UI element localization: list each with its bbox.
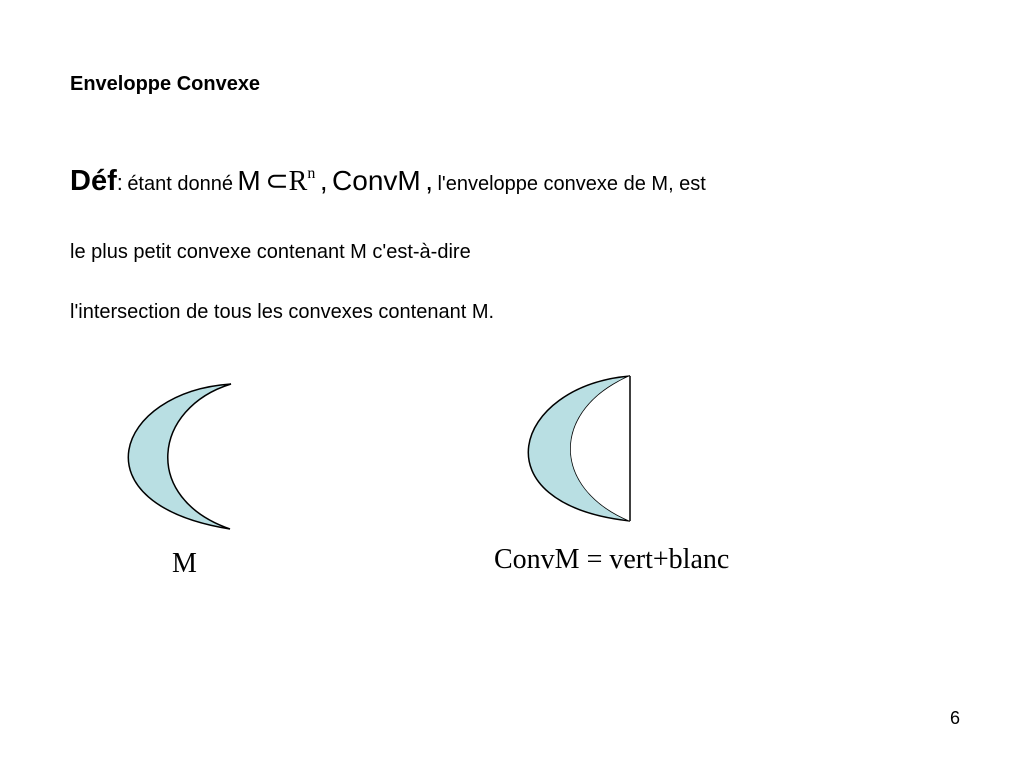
space-exponent: n <box>307 165 316 182</box>
convm-caption: ConvM = vert+blanc <box>494 544 730 575</box>
convex-hull-figure <box>505 370 640 526</box>
definition-label: Déf <box>70 165 117 197</box>
crescent-m-figure <box>105 378 240 534</box>
definition-colon: : <box>116 170 123 195</box>
definition-text-3: l'intersection de tous les convexes contenant M. <box>70 301 495 323</box>
definition-line <box>70 166 706 196</box>
separator-1: , <box>319 165 328 196</box>
subset-symbol: ⊂ <box>265 166 289 197</box>
set-symbol: M <box>237 165 261 196</box>
slide-title: Enveloppe Convexe <box>70 73 261 95</box>
separator-2: , <box>425 165 433 196</box>
definition-text-1: l'enveloppe convexe de M, est <box>437 173 706 195</box>
crescent-m-shape <box>128 384 231 529</box>
page-number: 6 <box>950 708 961 728</box>
conv-symbol: ConvM <box>332 165 421 196</box>
space-symbol: R <box>288 166 308 197</box>
definition-text-2: le plus petit convexe contenant M c'est-à-dire <box>70 241 471 263</box>
given-text: étant donné <box>127 173 233 195</box>
m-caption: M <box>172 548 197 579</box>
